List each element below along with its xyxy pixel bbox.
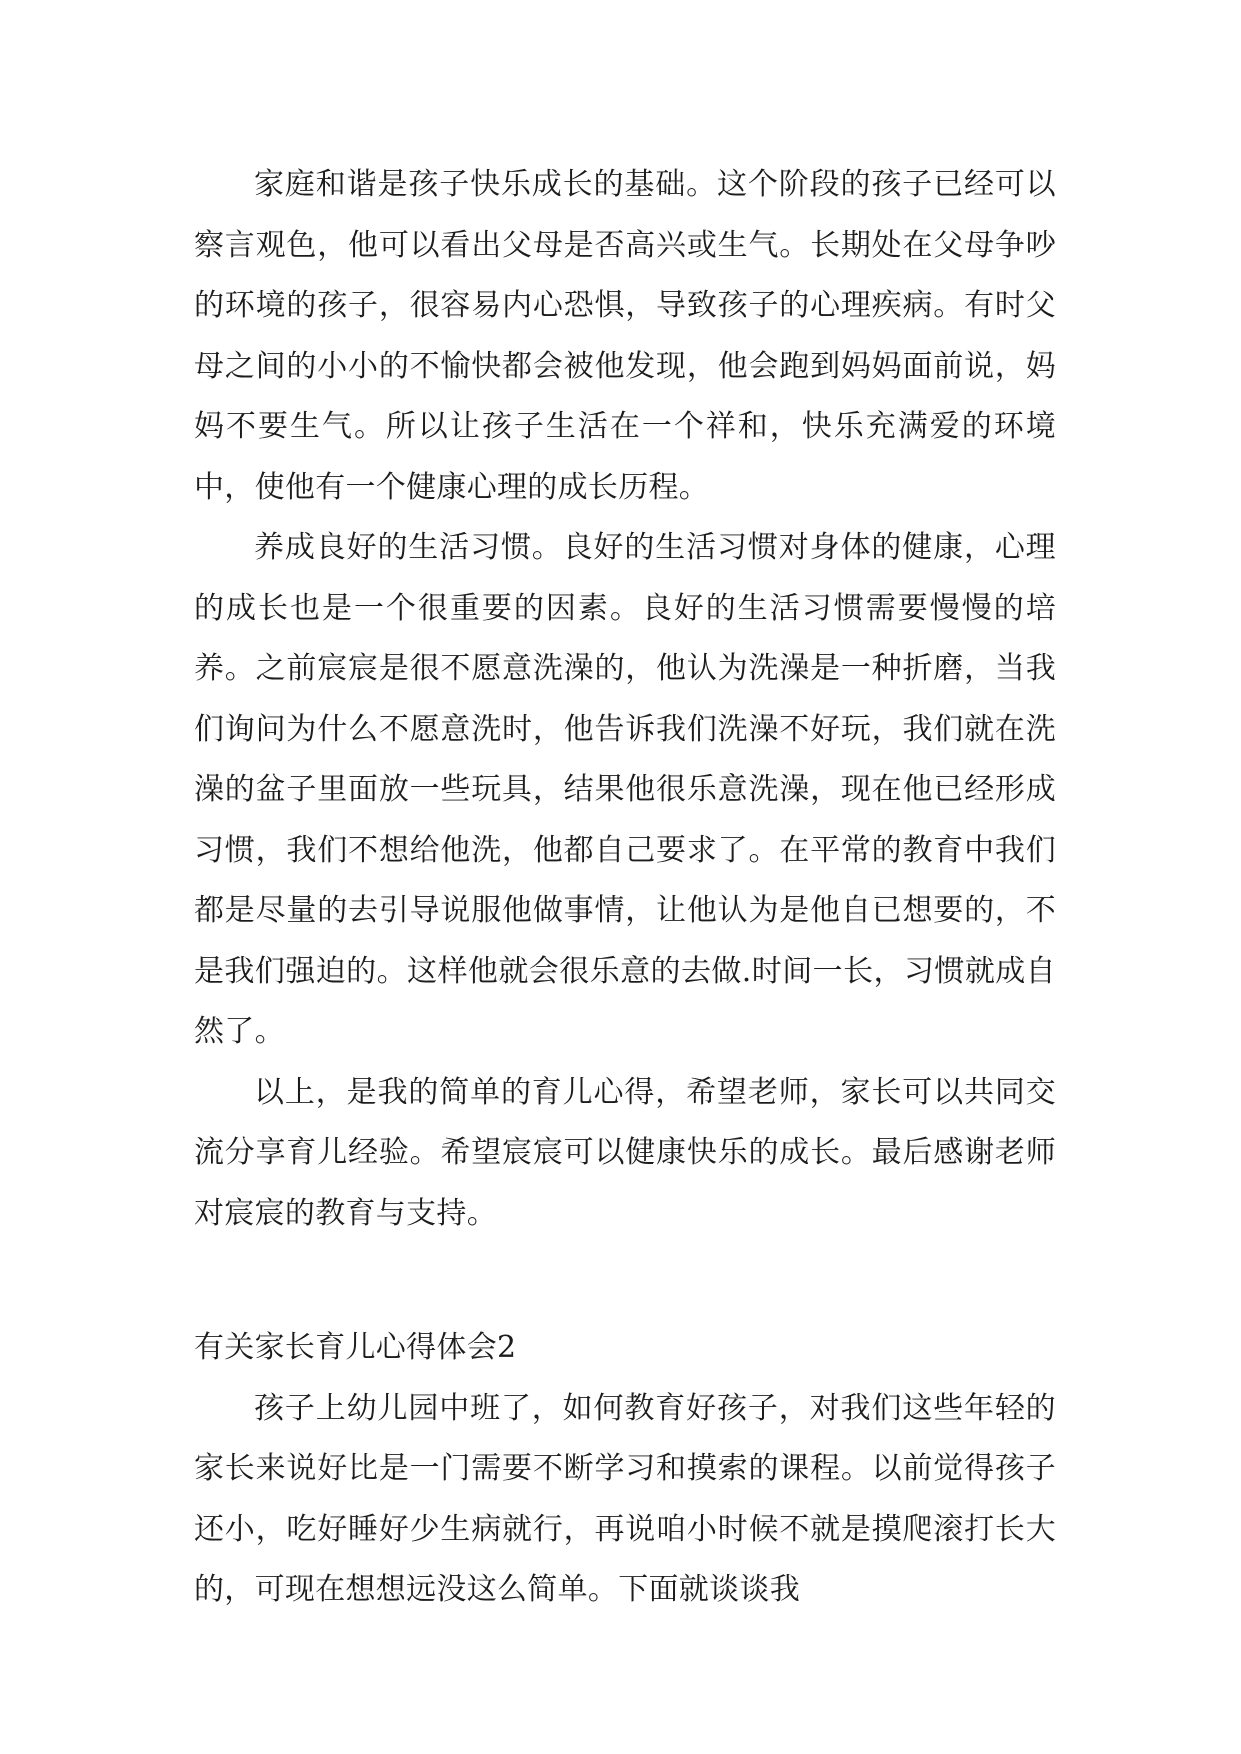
paragraph-conclusion: 以上，是我的简单的育儿心得，希望老师，家长可以共同交流分享育儿经验。希望宸宸可以健康快乐的成长。最后感谢老师对宸宸的教育与支持。 [194, 1074, 1056, 1231]
section-heading: 有关家长育儿心得体会2 [194, 1330, 517, 1365]
paragraph-living-habits: 养成良好的生活习惯。良好的生活习惯对身体的健康，心理的成长也是一个很重要的因素。良好的生活习惯需要慢慢的培养。之前宸宸是很不愿意洗澡的，他认为洗澡是一种折磨，当我们询问为什么不愿意洗时，他告诉我们洗澡不好玩，我们就在洗澡的盆子里面放一些玩具，结果他很乐意洗澡，现在他已经形成习惯，我们不想给他洗，他都自己要求了。在平常的教育中我们都是尽量的去引导说服他做事情，让他认为是他自已想要的，不是我们强迫的。这样他就会很乐意的去做.时间一长，习惯就成自然了。 [194, 530, 1056, 1049]
document-body [194, 155, 1056, 1621]
paragraph-kindergarten-intro: 孩子上幼儿园中班了，如何教育好孩子，对我们这些年轻的家长来说好比是一门需要不断学习和摸索的课程。以前觉得孩子还小，吃好睡好少生病就行，再说咱小时候不就是摸爬滚打长大的，可现在想想远没这么简单。下面就谈谈我 [194, 1390, 1056, 1607]
paragraph-family-harmony: 家庭和谐是孩子快乐成长的基础。这个阶段的孩子已经可以察言观色，他可以看出父母是否高兴或生气。长期处在父母争吵的环境的孩子，很容易内心恐惧，导致孩子的心理疾病。有时父母之间的小小的不愉快都会被他发现，他会跑到妈妈面前说，妈妈不要生气。所以让孩子生活在一个祥和，快乐充满爱的环境中，使他有一个健康心理的成长历程。 [194, 167, 1056, 505]
